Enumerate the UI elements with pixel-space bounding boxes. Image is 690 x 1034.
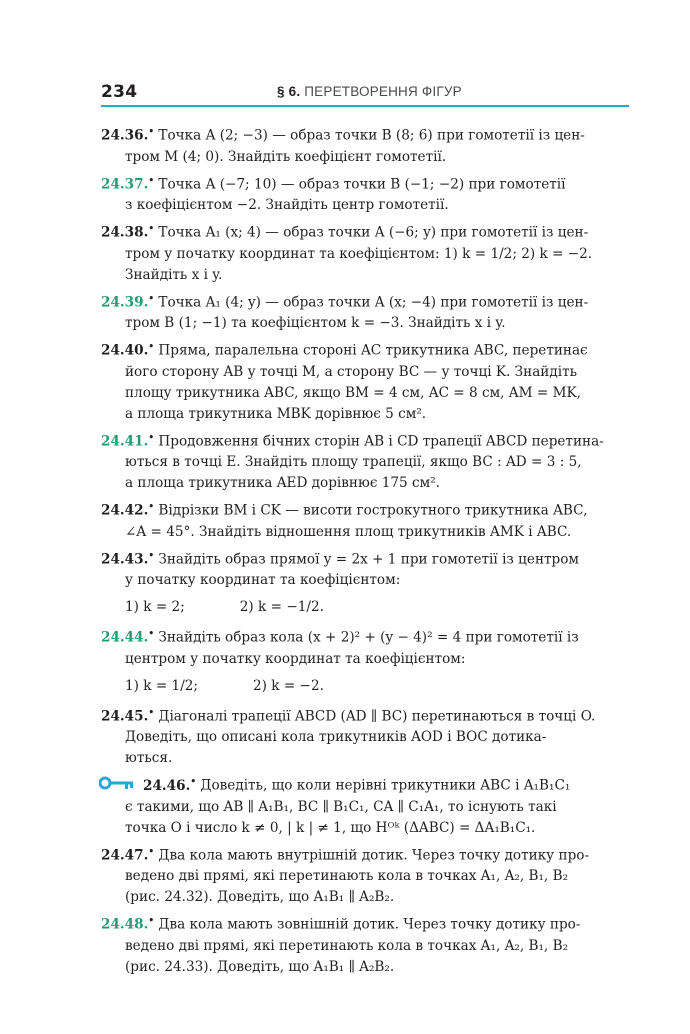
problem-line: [101, 337, 629, 362]
problem-list: [101, 122, 629, 981]
problem-line: [101, 624, 629, 649]
problem-line: [101, 957, 629, 978]
difficulty-star: •: [190, 777, 197, 788]
problem-text: ∠A = 45°. Знайдіть відношення площ трикутників AMK і ABC.: [125, 523, 572, 540]
problem-24-37: [101, 171, 629, 217]
problem-line: [101, 473, 629, 494]
problem-text: ведено дві прямі, які перетинають кола в точках A₁, A₂, B₁, B₂: [125, 937, 569, 954]
problem-24-41: [101, 428, 629, 495]
problem-number: 24.47.: [101, 847, 149, 864]
problem-line: [101, 842, 629, 867]
problem-number: 24.40.: [101, 342, 149, 359]
problem-line: [101, 866, 629, 887]
difficulty-star: •: [148, 127, 155, 137]
problem-text: тром у початку координат та коефіцієнтом: 1) k = 1/2; 2) k = −2.: [125, 245, 593, 262]
option-2: 2) k = −2.: [253, 677, 324, 694]
problem-text: а площа трикутника MBK дорівнює 5 см².: [125, 405, 427, 422]
answer-options: [101, 676, 629, 697]
problem-number: 24.43.: [101, 551, 149, 568]
problem-text: у початку координат та коефіцієнтом:: [125, 572, 401, 589]
problem-line: [101, 289, 629, 314]
problem-number: 24.44.: [101, 629, 149, 646]
header-rule: [101, 105, 629, 107]
problem-text: тром M (4; 0). Знайдіть коефіцієнт гомотетії.: [125, 148, 447, 165]
difficulty-star: •: [148, 707, 155, 718]
problem-line: [101, 147, 629, 168]
problem-text: його сторону AB у точці M, а сторону BC — у точці K. Знайдіть: [125, 363, 578, 380]
problem-line: [101, 265, 629, 286]
problem-text: а площа трикутника AED дорівнює 175 см².: [125, 475, 440, 492]
section-prefix: § 6.: [277, 84, 301, 99]
problem-line: [101, 244, 629, 265]
difficulty-star: •: [148, 916, 155, 927]
problem-24-38: [101, 219, 629, 286]
problem-24-45: [101, 703, 629, 770]
option-1: 1) k = 2;: [125, 599, 185, 616]
problem-number: 24.42.: [101, 502, 149, 519]
difficulty-star: •: [148, 342, 155, 353]
problem-number: 24.46.: [143, 777, 191, 794]
option-2: 2) k = −1/2.: [239, 599, 324, 616]
problem-line: [101, 546, 629, 571]
problem-text: Продовження бічних сторін AB і CD трапеції ABCD перетина-: [158, 433, 604, 450]
problem-text: (рис. 24.32). Доведіть, що A₁B₁ ∥ A₂B₂.: [125, 889, 395, 906]
problem-text: тром B (1; −1) та коефіцієнтом k = −3. Знайдіть x і y.: [125, 315, 506, 332]
page-header: [101, 80, 629, 108]
problem-24-44: [101, 624, 629, 697]
problem-line: [101, 772, 629, 797]
problem-text: Доведіть, що коли нерівні трикутники ABC і A₁B₁C₁: [200, 777, 571, 794]
problem-24-42: [101, 497, 629, 543]
problem-text: Діагоналі трапеції ABCD (AD ∥ BC) перетинаються в точці O.: [158, 708, 596, 725]
page-number: 234: [101, 82, 138, 102]
problem-line: [101, 887, 629, 908]
difficulty-star: •: [148, 629, 155, 640]
problem-number: 24.41.: [101, 433, 149, 450]
difficulty-star: •: [148, 432, 155, 443]
problem-number: 24.36.: [101, 127, 149, 144]
problem-line: [101, 703, 629, 728]
difficulty-star: •: [148, 293, 155, 304]
problem-line: [101, 522, 629, 543]
problem-text: Два кола мають внутрішній дотик. Через точку дотику про-: [158, 847, 590, 864]
section-name: ПЕРЕТВОРЕННЯ ФІГУР: [304, 84, 462, 99]
problem-text: Відрізки BM і CK — висоти гострокутного трикутника ABC,: [158, 502, 588, 519]
problem-text: Точка A₁ (4; y) — образ точки A (x; −4) при гомотетії із цен-: [158, 294, 589, 311]
problem-text: Пряма, паралельна стороні AC трикутника ABC, перетинає: [158, 342, 588, 359]
problem-text: (рис. 24.33). Доведіть, що A₁B₁ ∥ A₂B₂.: [125, 958, 395, 975]
problem-24-48: [101, 911, 629, 978]
problem-line: [101, 404, 629, 425]
problem-24-47: [101, 842, 629, 909]
problem-text: Два кола мають зовнішній дотик. Через точку дотику про-: [158, 916, 581, 933]
difficulty-star: •: [148, 175, 155, 186]
problem-24-39: [101, 289, 629, 335]
problem-number: 24.37.: [101, 176, 149, 193]
problem-line: [101, 911, 629, 936]
problem-line: [101, 122, 629, 147]
problem-text: Знайдіть x і y.: [125, 266, 223, 283]
problem-number: 24.39.: [101, 294, 149, 311]
problem-text: Знайдіть образ кола (x + 2)² + (y − 4)² = 4 при гомотетії із: [158, 629, 579, 646]
section-title: [277, 84, 462, 99]
problem-line: [101, 313, 629, 334]
problem-text: є такими, що AB ∥ A₁B₁, BC ∥ B₁C₁, CA ∥ C₁A₁, то існують такі: [125, 798, 557, 815]
problem-text: точка O і число k ≠ 0, | k | ≠ 1, що Hᴼᵏ (ΔABC) = ΔA₁B₁C₁.: [125, 819, 536, 836]
problem-text: ються.: [125, 750, 173, 767]
problem-text: з коефіцієнтом −2. Знайдіть центр гомотетії.: [125, 197, 449, 214]
problem-number: 24.48.: [101, 916, 149, 933]
difficulty-star: •: [148, 846, 155, 857]
problem-line: [101, 195, 629, 216]
problem-line: [101, 171, 629, 196]
option-1: 1) k = 1/2;: [125, 677, 199, 694]
problem-line: [101, 818, 629, 839]
problem-number: 24.38.: [101, 224, 149, 241]
problem-number: 24.45.: [101, 708, 149, 725]
difficulty-star: •: [148, 502, 155, 513]
problem-line: [101, 362, 629, 383]
problem-line: [101, 649, 629, 670]
problem-text: площу трикутника ABC, якщо BM = 4 см, AC = 8 см, AM = MK,: [125, 384, 581, 401]
problem-text: Знайдіть образ прямої y = 2x + 1 при гомотетії із центром: [158, 551, 579, 568]
problem-24-46: [101, 772, 629, 839]
problem-text: ведено дві прямі, які перетинають кола в точках A₁, A₂, B₁, B₂: [125, 868, 569, 885]
problem-text: Точка A (−7; 10) — образ точки B (−1; −2) при гомотетії: [158, 176, 566, 193]
problem-line: [101, 452, 629, 473]
difficulty-star: •: [148, 550, 155, 561]
problem-text: ються в точці E. Знайдіть площу трапеції, якщо BC : AD = 3 : 5,: [125, 454, 582, 471]
problem-text: Точка A (2; −3) — образ точки B (8; 6) при гомотетії із цен-: [158, 127, 585, 144]
problem-text: центром у початку координат та коефіцієнтом:: [125, 650, 466, 667]
problem-line: [101, 219, 629, 244]
problem-24-36: [101, 122, 629, 168]
problem-line: [101, 383, 629, 404]
difficulty-star: •: [148, 224, 155, 235]
problem-line: [101, 428, 629, 453]
problem-text: Доведіть, що описані кола трикутників AOD і BOC дотика-: [125, 729, 547, 746]
problem-line: [101, 727, 629, 748]
answer-options: [101, 597, 629, 618]
problem-text: Точка A₁ (x; 4) — образ точки A (−6; y) при гомотетії із цен-: [158, 224, 589, 241]
problem-line: [101, 748, 629, 769]
problem-line: [101, 570, 629, 591]
problem-line: [101, 797, 629, 818]
problem-line: [101, 497, 629, 522]
problem-24-43: [101, 546, 629, 619]
key-icon: [99, 776, 135, 797]
problem-line: [101, 936, 629, 957]
problem-24-40: [101, 337, 629, 425]
